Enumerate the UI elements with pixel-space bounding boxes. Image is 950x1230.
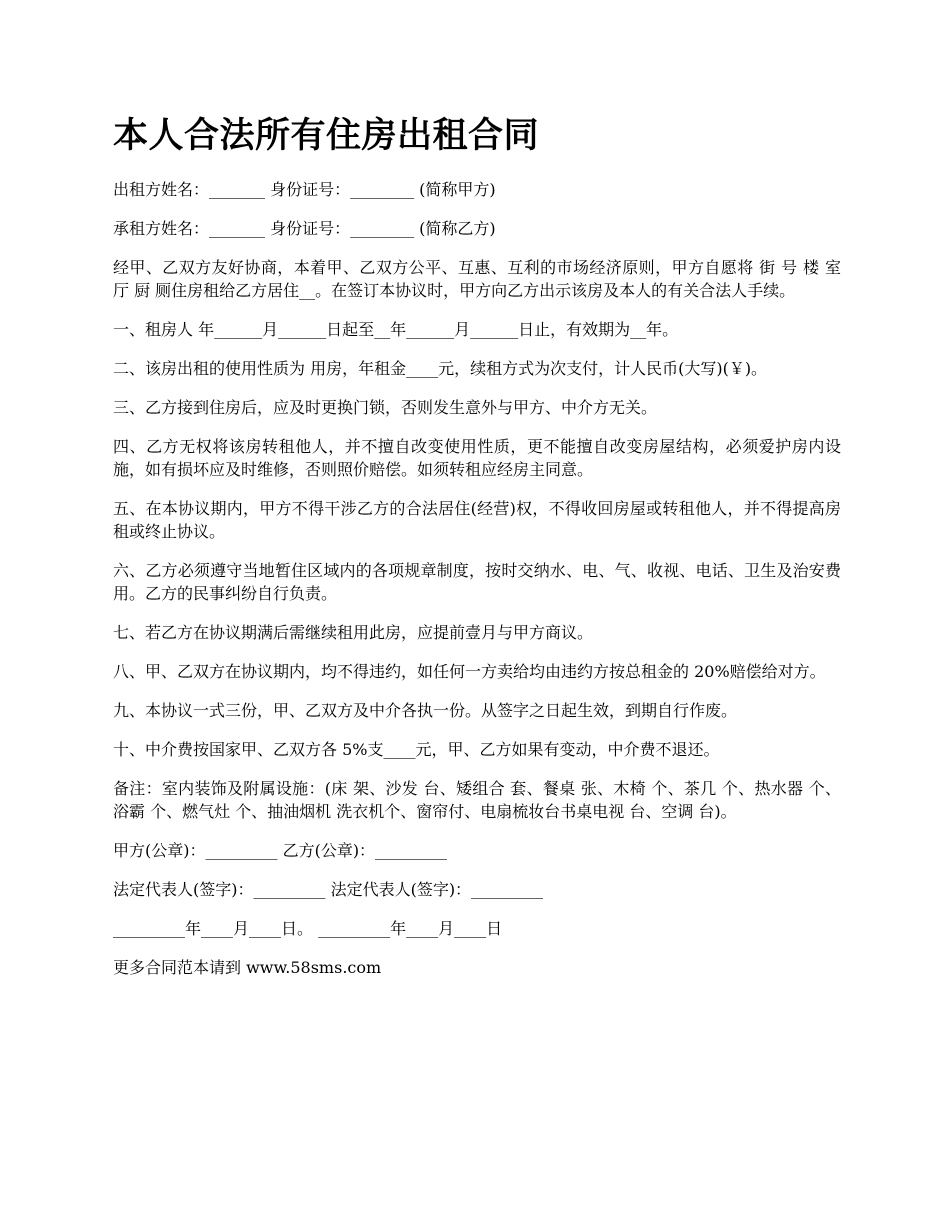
- lessee-info: 承租方姓名：_______ 身份证号：________ (简称乙方): [113, 219, 496, 238]
- footer-link: 更多合同范本请到 www.58sms.com: [113, 958, 382, 977]
- signature-seals: 甲方(公章)：_________ 乙方(公章)：_________: [113, 841, 448, 860]
- signature-representatives: 法定代表人(签字)：_________ 法定代表人(签字)：_________: [113, 880, 544, 899]
- clause-5-rights: 五、在本协议期内，甲方不得干涉乙方的合法居住(经营)权，不得收回房屋或转租他人，并不得提高房租或终止协议。: [113, 499, 841, 541]
- clause-4-sublet: 四、乙方无权将该房转租他人，并不擅自改变使用性质，更不能擅自改变房屋结构，必须爱护房内设施，如有损坏应及时维修，否则照价赔偿。如须转租应经房主同意。: [113, 437, 841, 479]
- lessor-info: 出租方姓名：_______ 身份证号：________ (简称甲方): [113, 180, 496, 199]
- clause-10-agency-fee: 十、中介费按国家甲、乙双方各 5%支____元，甲、乙方如果有变动，中介费不退还。: [113, 740, 720, 759]
- document-page: [113, 112, 841, 995]
- clause-1-term: 一、租房人 年______月______日起至__年______月______日止，有效期为__年。: [113, 320, 679, 339]
- clause-8-breach: 八、甲、乙双方在协议期内，均不得违约，如任何一方卖给均由违约方按总租金的 20%赔偿给对方。: [113, 662, 826, 681]
- clause-6-rules: 六、乙方必须遵守当地暂住区域内的各项规章制度，按时交纳水、电、气、收视、电话、卫生及治安费用。乙方的民事纠纷自行负责。: [113, 561, 841, 603]
- clause-2-rent: 二、该房出租的使用性质为 用房，年租金____元，续租方式为次支付，计人民币(大写)(￥)。: [113, 359, 768, 378]
- preamble: 经甲、乙双方友好协商，本着甲、乙双方公平、互惠、互利的市场经济原则，甲方自愿将 街 号 楼 室 厅 厨 厕住房租给乙方居住__。在签订本协议时，甲方向乙方出示该房及本人的有关合法人手续。: [113, 258, 841, 300]
- document-title: 本人合法所有住房出租合同: [113, 115, 540, 156]
- clause-3-locks: 三、乙方接到住房后，应及时更换门锁，否则发生意外与甲方、中介方无关。: [113, 398, 658, 417]
- clause-9-copies: 九、本协议一式三份，甲、乙双方及中介各执一份。从签字之日起生效，到期自行作废。: [113, 701, 738, 720]
- signature-dates: _________年____月____日。 _________年____月____日: [113, 919, 503, 938]
- remarks-furnishings: 备注：室内装饰及附属设施：(床 架、沙发 台、矮组合 套、餐桌 张、木椅 个、茶几 个、热水器 个、浴霸 个、燃气灶 个、抽油烟机 洗衣机个、窗帘付、电扇梳妆台书桌电视 台、空调 台)。: [113, 779, 841, 821]
- clause-7-renewal: 七、若乙方在协议期满后需继续租用此房，应提前壹月与甲方商议。: [113, 623, 594, 642]
